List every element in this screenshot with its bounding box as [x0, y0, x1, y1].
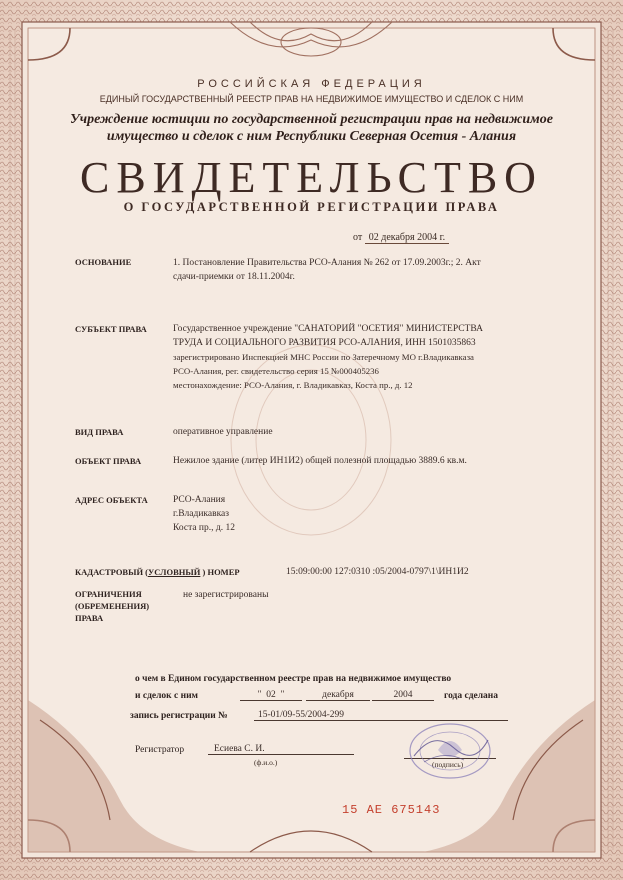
address-line-3: Коста пр., д. 12: [173, 523, 235, 533]
registration-line-1: о чем в Едином государственном реестре прав на недвижимое имущество: [135, 674, 452, 684]
signature-caption: (подпись): [432, 760, 464, 769]
registration-line-2-suffix: года сделана: [444, 691, 499, 701]
restrictions-label-1: ОГРАНИЧЕНИЯ: [75, 589, 142, 599]
basis-label: ОСНОВАНИЕ: [75, 257, 132, 267]
object-value: Нежилое здание (литер ИН1И2) общей полезной площадью 3889.6 кв.м.: [173, 456, 467, 466]
registry-heading: ЕДИНЫЙ ГОСУДАРСТВЕННЫЙ РЕЕСТР ПРАВ НА НЕДВИЖИМОЕ ИМУЩЕСТВО И СДЕЛОК С НИМ: [99, 94, 524, 104]
registrar-label: Регистратор: [135, 745, 185, 755]
cadastral-label: [75, 566, 240, 578]
subject-line-5: местонахождение: РСО-Алания, г. Владикавказ, Коста пр., д. 12: [173, 380, 413, 390]
country-heading: РОССИЙСКАЯ ФЕДЕРАЦИЯ: [197, 78, 426, 90]
address-value: [173, 493, 573, 535]
registration-month: декабря: [306, 690, 370, 701]
issue-date: [353, 232, 449, 244]
institution-line-2: имущество и сделок с ним Республики Северная Осетия - Алания: [106, 129, 517, 144]
restrictions-label-2: (ОБРЕМЕНЕНИЯ): [75, 601, 150, 611]
registration-entry-number: 15-01/09-55/2004-299: [254, 710, 508, 721]
restrictions-value: не зарегистрированы: [183, 590, 269, 600]
institution-heading: [40, 111, 583, 145]
subject-line-3: зарегистрировано Инспекцией МНС России по Затеречному МО г.Владикавказа: [173, 352, 474, 362]
restrictions-label: [75, 588, 149, 624]
registration-day: " 02 ": [240, 690, 302, 701]
registration-year: 2004: [372, 690, 434, 701]
document-title: СВИДЕТЕЛЬСТВО: [80, 153, 543, 202]
subject-value: [173, 322, 573, 392]
issue-date-value: 02 декабря 2004 г.: [365, 232, 449, 244]
cadastral-label-part-2: УСЛОВНЫЙ: [148, 567, 201, 577]
document-subtitle: О ГОСУДАРСТВЕННОЙ РЕГИСТРАЦИИ ПРАВА: [123, 200, 500, 214]
subject-label: СУБЪЕКТ ПРАВА: [75, 324, 147, 334]
right-type-value: оперативное управление: [173, 427, 273, 437]
registration-entry-prefix: запись регистрации №: [130, 711, 228, 721]
subject-line-4: РСО-Алания, рег. свидетельство серия 15 №000405236: [173, 366, 379, 376]
registration-line-2-prefix: и сделок с ним: [135, 691, 199, 701]
cadastral-label-part-3: ) НОМЕР: [202, 567, 240, 577]
restrictions-label-3: ПРАВА: [75, 613, 104, 623]
object-label: ОБЪЕКТ ПРАВА: [75, 456, 142, 466]
serial-number: 15 АЕ 675143: [342, 803, 441, 817]
basis-line-1: 1. Постановление Правительства РСО-Алания № 262 от 17.09.2003г.; 2. Акт: [173, 258, 481, 268]
basis-line-2: сдачи-приемки от 18.11.2004г.: [173, 272, 295, 282]
registration-day-value: 02: [266, 690, 276, 700]
right-type-label: ВИД ПРАВА: [75, 427, 124, 437]
address-line-1: РСО-Алания: [173, 495, 226, 505]
cadastral-value: 15:09:00:00 127:0310 :05/2004-0797\1\ИН1И2: [286, 567, 469, 577]
institution-line-1: Учреждение юстиции по государственной регистрации прав на недвижимое: [70, 112, 553, 127]
address-label: АДРЕС ОБЪЕКТА: [75, 495, 148, 505]
registrar-name: Есиева С. И.: [208, 744, 354, 755]
issue-date-prefix: от: [353, 232, 363, 243]
address-line-2: г.Владикавказ: [173, 509, 230, 519]
official-seal: [404, 720, 496, 782]
basis-value: [173, 256, 573, 284]
subject-line-2: ТРУДА И СОЦИАЛЬНОГО РАЗВИТИЯ РСО-АЛАНИЯ, ИНН 1501035863: [173, 338, 476, 348]
registrar-name-caption: (ф.и.о.): [254, 758, 278, 767]
subject-line-1: Государственное учреждение "САНАТОРИЙ "ОСЕТИЯ" МИНИСТЕРСТВА: [173, 324, 483, 334]
cadastral-label-part-1: КАДАСТРОВЫЙ (: [75, 567, 149, 577]
